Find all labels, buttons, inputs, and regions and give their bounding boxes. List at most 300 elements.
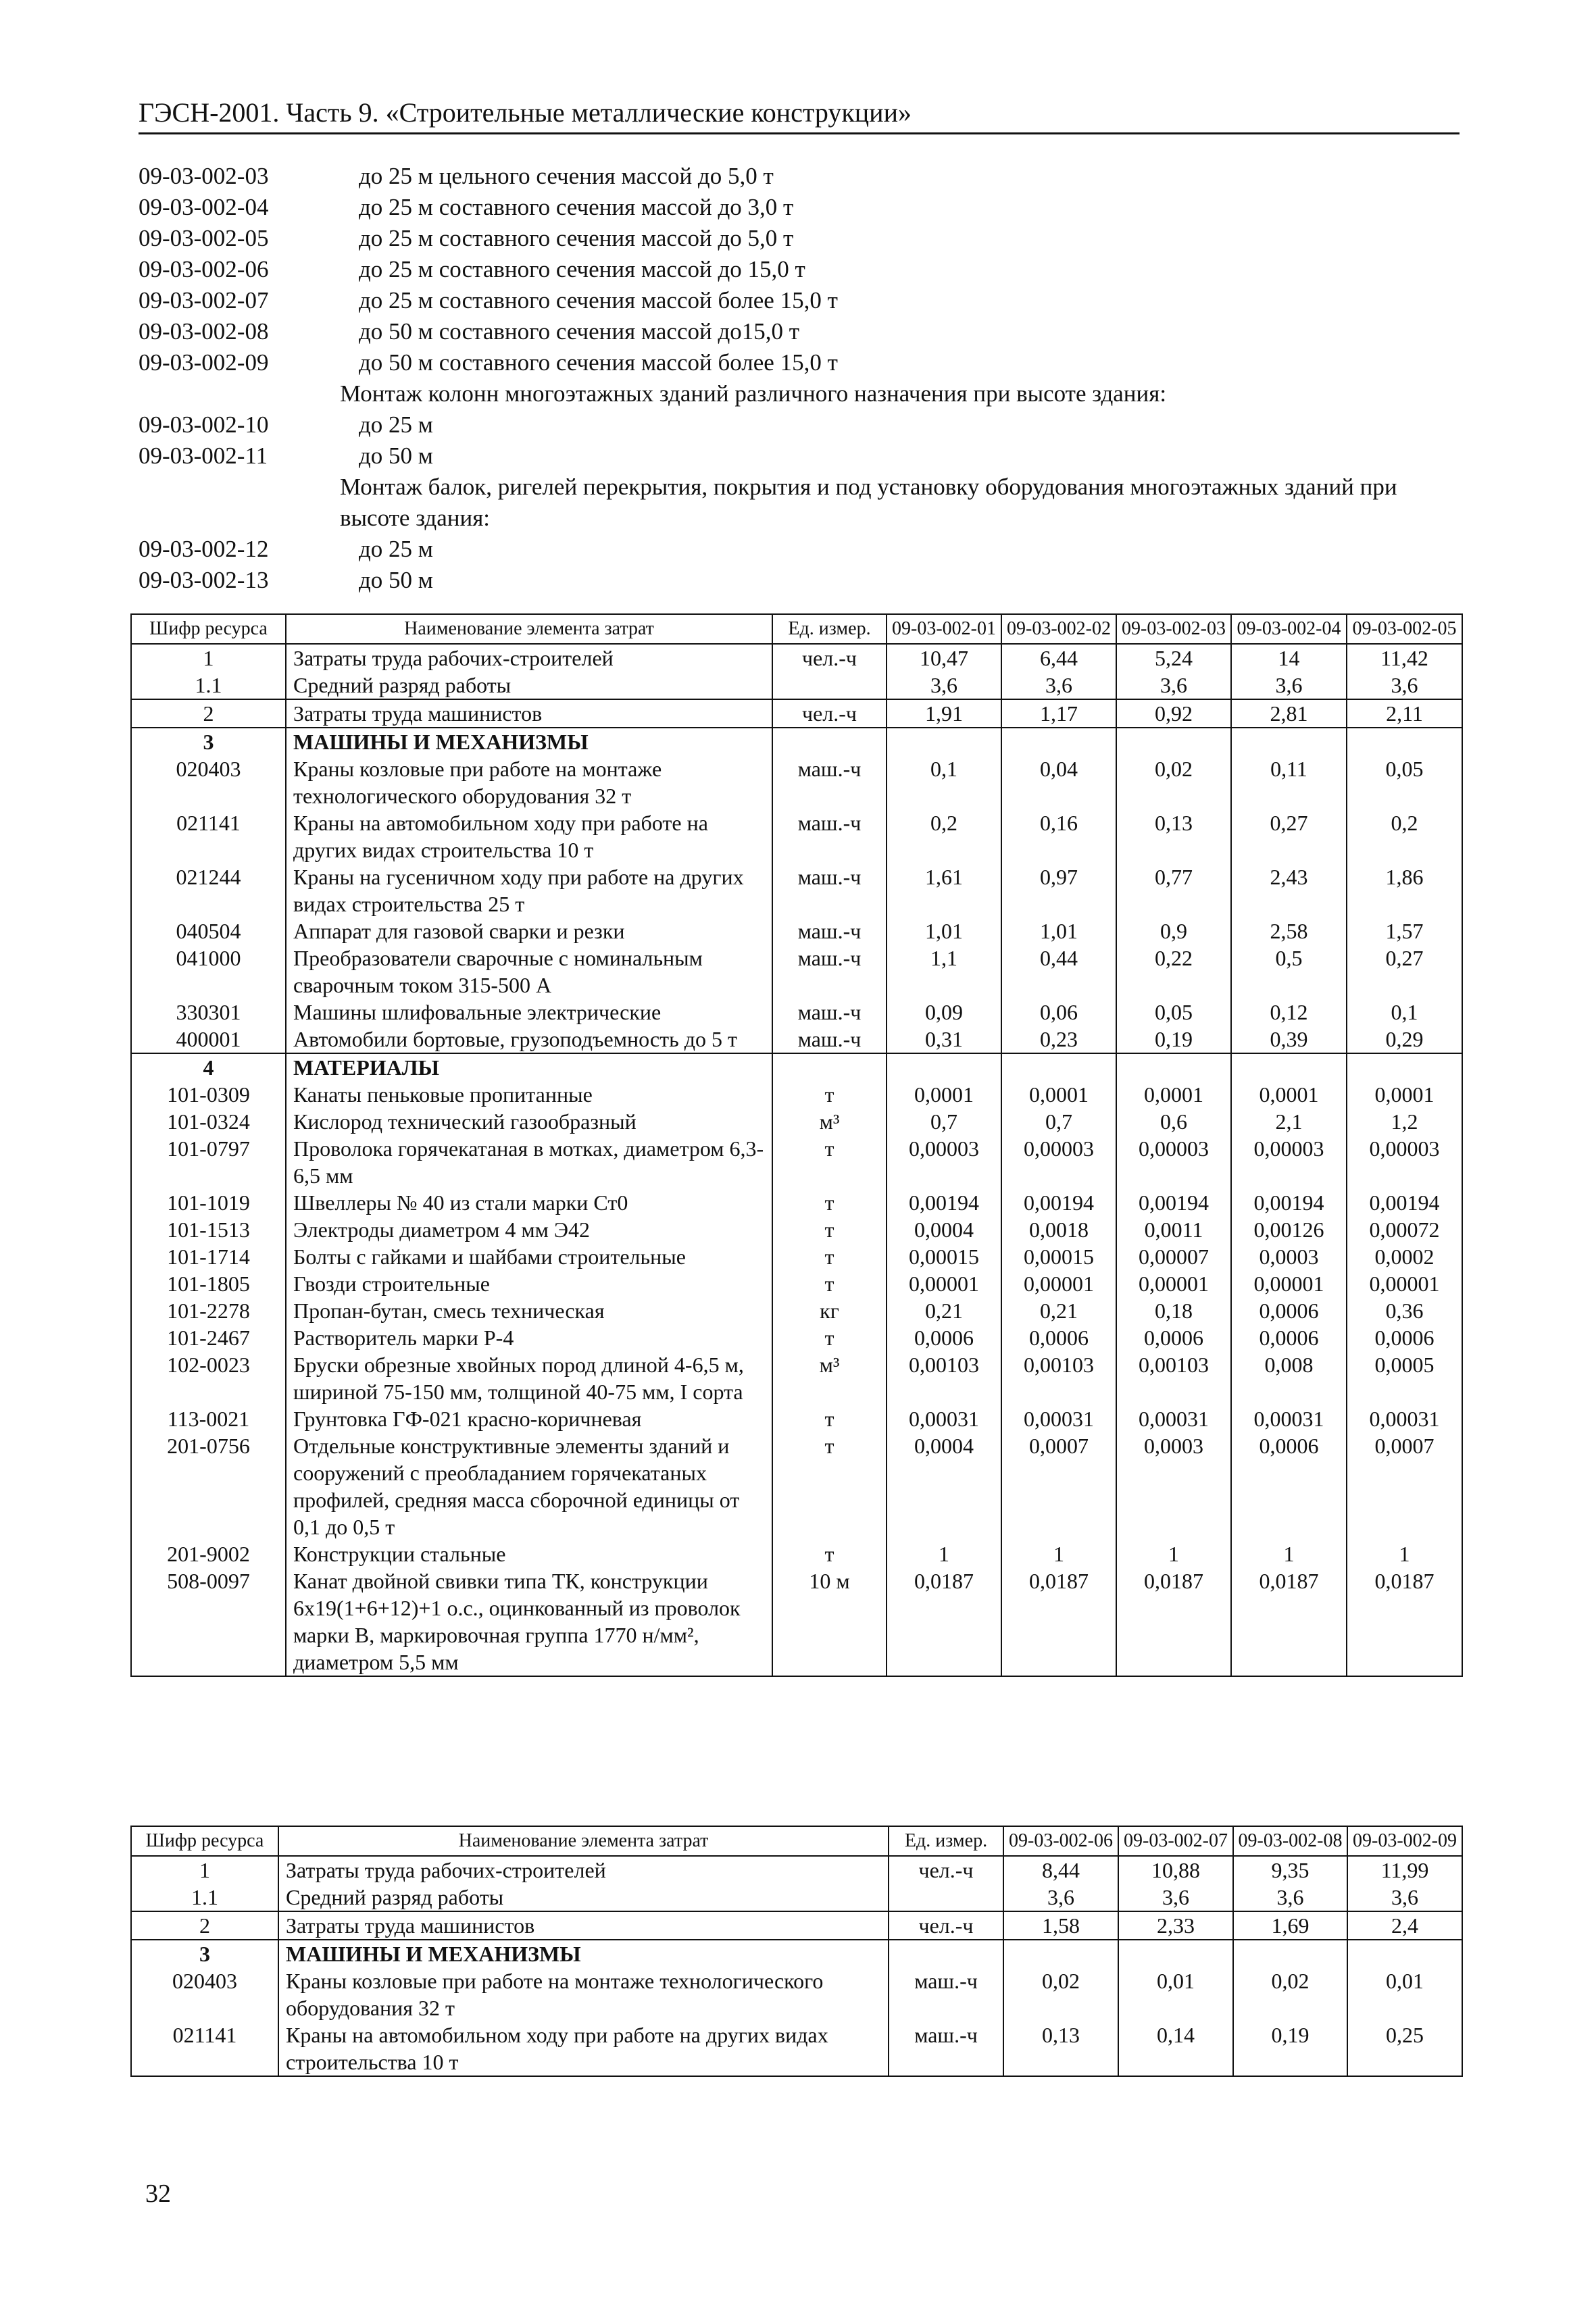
value-cell: 1 (1001, 1540, 1116, 1567)
value-cell: 3,6 (1003, 1884, 1118, 1911)
resource-code: 09-03-002-11 (139, 443, 268, 469)
unit-cell: 10 м (772, 1567, 887, 1676)
value-cell: 0,97 (1001, 863, 1116, 917)
resource-code-cell: 040504 (131, 917, 286, 945)
value-cell: 0,0001 (1001, 1081, 1116, 1108)
page-number: 32 (145, 2180, 171, 2208)
value-cell: 1,01 (887, 917, 1001, 945)
value-cell: 0,00003 (1231, 1135, 1347, 1189)
unit-cell: т (772, 1324, 887, 1351)
unit-cell: т (772, 1135, 887, 1189)
value-cell: 0,0002 (1347, 1243, 1462, 1270)
column-header: Наименование элемента затрат (278, 1826, 889, 1856)
table-row (131, 1405, 1462, 1432)
unit-cell: т (772, 1189, 887, 1216)
value-cell: 9,35 (1233, 1856, 1347, 1884)
value-cell: 2,81 (1231, 699, 1347, 728)
code-row (139, 192, 1463, 223)
unit-cell (889, 1884, 1003, 1911)
value-cell: 11,42 (1347, 644, 1462, 672)
unit-cell: маш.-ч (772, 945, 887, 999)
resource-code: 09-03-002-04 (139, 194, 269, 220)
value-cell: 0,008 (1231, 1351, 1347, 1405)
value-cell: 0,00015 (1001, 1243, 1116, 1270)
table-row (131, 945, 1462, 999)
column-header: Ед. измер. (772, 614, 887, 644)
value-cell: 0,01 (1347, 1967, 1462, 2021)
unit-cell: т (772, 1243, 887, 1270)
value-cell: 14 (1231, 644, 1347, 672)
table-row (131, 1297, 1462, 1324)
unit-cell: маш.-ч (772, 755, 887, 809)
unit-cell: маш.-ч (772, 999, 887, 1026)
table-row (131, 1967, 1462, 2021)
cost-name-cell: МАШИНЫ И МЕХАНИЗМЫ (286, 728, 772, 755)
cost-name-cell: Аппарат для газовой сварки и резки (286, 917, 772, 945)
resource-code-cell: 3 (131, 1940, 278, 1967)
code-description: до 50 м составного сечения массой более 15,0 т (359, 349, 838, 376)
resource-code: 09-03-002-06 (139, 256, 269, 282)
value-cell: 0,0001 (1116, 1081, 1231, 1108)
resource-code-cell: 020403 (131, 1967, 278, 2021)
code-row (139, 254, 1463, 285)
unit-cell (772, 728, 887, 755)
column-header: 09-03-002-02 (1001, 614, 1116, 644)
value-cell: 1,01 (1001, 917, 1116, 945)
value-cell: 0,0006 (1347, 1324, 1462, 1351)
value-cell: 6,44 (1001, 644, 1116, 672)
section-heading: Монтаж балок, ригелей перекрытия, покрытия и под установку оборудования многоэтажных зданий при высоте здания: (340, 474, 1397, 531)
resource-code-cell: 1 (131, 1856, 278, 1884)
resource-code: 09-03-002-07 (139, 287, 269, 313)
table-row (131, 863, 1462, 917)
value-cell (1347, 1940, 1462, 1967)
cost-name-cell: МАШИНЫ И МЕХАНИЗМЫ (278, 1940, 889, 1967)
cost-name-cell: Средний разряд работы (286, 672, 772, 699)
value-cell (1116, 1053, 1231, 1081)
cost-name-cell: Краны на автомобильном ходу при работе на других видах строительства 10 т (278, 2021, 889, 2076)
column-header: Шифр ресурса (131, 614, 286, 644)
resource-code-cell: 101-1019 (131, 1189, 286, 1216)
cost-name-cell: Проволока горячекатаная в мотках, диаметром 6,3-6,5 мм (286, 1135, 772, 1189)
resource-code-cell: 1.1 (131, 672, 286, 699)
value-cell: 0,0006 (1116, 1324, 1231, 1351)
value-cell: 1 (1116, 1540, 1231, 1567)
column-header: 09-03-002-05 (1347, 614, 1462, 644)
value-cell (1118, 1940, 1233, 1967)
value-cell (1231, 728, 1347, 755)
value-cell: 0,00015 (887, 1243, 1001, 1270)
value-cell: 8,44 (1003, 1856, 1118, 1884)
value-cell (1347, 728, 1462, 755)
value-cell: 0,0018 (1001, 1216, 1116, 1243)
value-cell: 1,1 (887, 945, 1001, 999)
value-cell: 0,00003 (887, 1135, 1001, 1189)
code-description: до 50 м (359, 443, 433, 469)
resource-code-cell: 102-0023 (131, 1351, 286, 1405)
value-cell: 0,25 (1347, 2021, 1462, 2076)
resource-code: 09-03-002-03 (139, 163, 269, 189)
value-cell: 0,77 (1116, 863, 1231, 917)
value-cell: 0,0007 (1001, 1432, 1116, 1540)
resource-code-cell: 2 (131, 699, 286, 728)
code-description: до 25 м составного сечения массой до 3,0 т (359, 194, 794, 220)
resource-code-cell: 4 (131, 1053, 286, 1081)
value-cell: 1,86 (1347, 863, 1462, 917)
value-cell: 0,05 (1347, 755, 1462, 809)
value-cell: 10,88 (1118, 1856, 1233, 1884)
value-cell: 0,1 (1347, 999, 1462, 1026)
code-description: до 50 м (359, 567, 433, 593)
value-cell: 0,27 (1231, 809, 1347, 863)
value-cell: 0,00103 (1116, 1351, 1231, 1405)
code-description: до 25 м цельного сечения массой до 5,0 т (359, 163, 774, 189)
cost-name-cell: Отдельные конструктивные элементы зданий и сооружений с преобладанием горячекатаных профилей, средняя масса сборочной единицы от 0,1 до 0,5 т (286, 1432, 772, 1540)
resource-code-cell: 1.1 (131, 1884, 278, 1911)
value-cell: 0,11 (1231, 755, 1347, 809)
value-cell: 0,00003 (1116, 1135, 1231, 1189)
unit-cell: чел.-ч (772, 644, 887, 672)
value-cell: 0,36 (1347, 1297, 1462, 1324)
value-cell: 11,99 (1347, 1856, 1462, 1884)
value-cell: 3,6 (1233, 1884, 1347, 1911)
value-cell: 3,6 (1116, 672, 1231, 699)
resource-code-cell: 330301 (131, 999, 286, 1026)
value-cell: 1,17 (1001, 699, 1116, 728)
value-cell: 2,4 (1347, 1911, 1462, 1940)
value-cell: 0,31 (887, 1026, 1001, 1053)
column-header: 09-03-002-01 (887, 614, 1001, 644)
resource-code-cell: 201-9002 (131, 1540, 286, 1567)
resource-code-cell: 101-1805 (131, 1270, 286, 1297)
unit-cell (772, 672, 887, 699)
code-description: до 50 м составного сечения массой до15,0 т (359, 318, 800, 345)
column-header: 09-03-002-04 (1231, 614, 1347, 644)
value-cell: 0,12 (1231, 999, 1347, 1026)
resource-code-cell: 113-0021 (131, 1405, 286, 1432)
value-cell: 0,00103 (1001, 1351, 1116, 1405)
value-cell: 0,13 (1116, 809, 1231, 863)
table-row (131, 809, 1462, 863)
value-cell: 3,6 (1231, 672, 1347, 699)
value-cell: 0,05 (1116, 999, 1231, 1026)
section-heading: Монтаж колонн многоэтажных зданий различного назначения при высоте здания: (340, 380, 1167, 407)
cost-name-cell: Преобразователи сварочные с номинальным сварочным током 315-500 А (286, 945, 772, 999)
value-cell: 0,00001 (1001, 1270, 1116, 1297)
value-cell: 0,02 (1233, 1967, 1347, 2021)
resource-code-cell: 400001 (131, 1026, 286, 1053)
value-cell: 0,00126 (1231, 1216, 1347, 1243)
value-cell: 0,00031 (1347, 1405, 1462, 1432)
code-row (139, 409, 1463, 441)
resource-code-cell: 101-2467 (131, 1324, 286, 1351)
table-row (131, 1026, 1462, 1053)
value-cell: 0,7 (887, 1108, 1001, 1135)
value-cell: 0,00194 (1116, 1189, 1231, 1216)
value-cell: 0,0006 (1231, 1297, 1347, 1324)
cost-name-cell: Электроды диаметром 4 мм Э42 (286, 1216, 772, 1243)
table-row (131, 1540, 1462, 1567)
value-cell: 0,00194 (1001, 1189, 1116, 1216)
value-cell: 0,19 (1116, 1026, 1231, 1053)
value-cell: 0,0003 (1116, 1432, 1231, 1540)
value-cell: 1,69 (1233, 1911, 1347, 1940)
value-cell: 0,02 (1116, 755, 1231, 809)
value-cell: 1 (887, 1540, 1001, 1567)
resource-code: 09-03-002-08 (139, 318, 269, 345)
column-header: Ед. измер. (889, 1826, 1003, 1856)
resource-code-cell: 021244 (131, 863, 286, 917)
cost-name-cell: Краны на гусеничном ходу при работе на других видах строительства 25 т (286, 863, 772, 917)
value-cell: 0,00003 (1001, 1135, 1116, 1189)
resource-code-cell: 021141 (131, 809, 286, 863)
unit-cell: маш.-ч (772, 917, 887, 945)
unit-cell: т (772, 1540, 887, 1567)
value-cell: 0,0187 (1347, 1567, 1462, 1676)
resource-code-cell: 021141 (131, 2021, 278, 2076)
code-row (139, 565, 1463, 596)
value-cell: 3,6 (1118, 1884, 1233, 1911)
unit-cell: чел.-ч (772, 699, 887, 728)
value-cell: 0,0001 (887, 1081, 1001, 1108)
value-cell: 0,7 (1001, 1108, 1116, 1135)
code-row (139, 441, 1463, 472)
unit-cell: м³ (772, 1351, 887, 1405)
value-cell: 0,27 (1347, 945, 1462, 999)
value-cell: 0,14 (1118, 2021, 1233, 2076)
value-cell: 0,18 (1116, 1297, 1231, 1324)
table-row (131, 1108, 1462, 1135)
cost-name-cell: Кислород технический газообразный (286, 1108, 772, 1135)
value-cell: 2,33 (1118, 1911, 1233, 1940)
value-cell: 0,0187 (887, 1567, 1001, 1676)
value-cell: 0,0004 (887, 1216, 1001, 1243)
unit-cell: т (772, 1405, 887, 1432)
table-row (131, 1216, 1462, 1243)
value-cell: 0,01 (1118, 1967, 1233, 2021)
code-list (139, 161, 1463, 596)
table-row (131, 1884, 1462, 1911)
value-cell: 0,0005 (1347, 1351, 1462, 1405)
table-row (131, 1567, 1462, 1676)
value-cell: 0,2 (887, 809, 1001, 863)
table-row (131, 1351, 1462, 1405)
value-cell (1233, 1940, 1347, 1967)
cost-name-cell: Бруски обрезные хвойных пород длиной 4-6,5 м, шириной 75-150 мм, толщиной 40-75 мм, I сорта (286, 1351, 772, 1405)
value-cell: 0,0006 (887, 1324, 1001, 1351)
cost-name-cell: МАТЕРИАЛЫ (286, 1053, 772, 1081)
resource-code-cell: 041000 (131, 945, 286, 999)
table-row (131, 1135, 1462, 1189)
value-cell: 0,00003 (1347, 1135, 1462, 1189)
cost-name-cell: Затраты труда рабочих-строителей (278, 1856, 889, 1884)
unit-cell: кг (772, 1297, 887, 1324)
table-row (131, 1243, 1462, 1270)
value-cell: 3,6 (887, 672, 1001, 699)
column-header: Шифр ресурса (131, 1826, 278, 1856)
value-cell: 0,0187 (1231, 1567, 1347, 1676)
page-header: ГЭСН-2001. Часть 9. «Строительные металлические конструкции» (139, 96, 1460, 134)
resources-table-2 (130, 1826, 1463, 2077)
table-row (131, 1324, 1462, 1351)
unit-cell: т (772, 1432, 887, 1540)
column-header: Наименование элемента затрат (286, 614, 772, 644)
unit-cell: м³ (772, 1108, 887, 1135)
value-cell: 0,0011 (1116, 1216, 1231, 1243)
code-row (139, 285, 1463, 316)
value-cell: 0,2 (1347, 809, 1462, 863)
value-cell: 1,2 (1347, 1108, 1462, 1135)
value-cell: 0,0003 (1231, 1243, 1347, 1270)
cost-name-cell: Затраты труда машинистов (278, 1911, 889, 1940)
table-row (131, 1432, 1462, 1540)
column-header: 09-03-002-06 (1003, 1826, 1118, 1856)
resource-code-cell: 020403 (131, 755, 286, 809)
value-cell: 1 (1347, 1540, 1462, 1567)
value-cell: 0,0007 (1347, 1432, 1462, 1540)
value-cell: 0,0006 (1231, 1324, 1347, 1351)
unit-cell: маш.-ч (889, 1967, 1003, 2021)
cost-name-cell: Гвозди строительные (286, 1270, 772, 1297)
unit-cell (772, 1053, 887, 1081)
resource-code: 09-03-002-13 (139, 567, 269, 593)
cost-name-cell: Швеллеры № 40 из стали марки Ст0 (286, 1189, 772, 1216)
column-header: 09-03-002-03 (1116, 614, 1231, 644)
resource-code-cell: 201-0756 (131, 1432, 286, 1540)
value-cell: 0,39 (1231, 1026, 1347, 1053)
table-row (131, 1189, 1462, 1216)
value-cell: 0,00031 (1116, 1405, 1231, 1432)
table-row (131, 1053, 1462, 1081)
value-cell: 0,04 (1001, 755, 1116, 809)
code-row (139, 161, 1463, 192)
value-cell: 0,06 (1001, 999, 1116, 1026)
value-cell: 0,00031 (1231, 1405, 1347, 1432)
cost-name-cell: Машины шлифовальные электрические (286, 999, 772, 1026)
resource-code-cell: 3 (131, 728, 286, 755)
value-cell: 1,58 (1003, 1911, 1118, 1940)
value-cell (1116, 728, 1231, 755)
value-cell: 0,00194 (887, 1189, 1001, 1216)
value-cell: 1 (1231, 1540, 1347, 1567)
cost-name-cell: Краны козловые при работе на монтаже технологического оборудования 32 т (278, 1967, 889, 2021)
value-cell: 0,5 (1231, 945, 1347, 999)
resource-code-cell: 101-1714 (131, 1243, 286, 1270)
table-row (131, 1081, 1462, 1108)
unit-cell: маш.-ч (772, 863, 887, 917)
cost-name-cell: Канат двойной свивки типа ТК, конструкции 6х19(1+6+12)+1 о.с., оцинкованный из проволок марки В, маркировочная группа 1770 н/мм², диаметром 5,5 мм (286, 1567, 772, 1676)
code-description: до 25 м (359, 411, 433, 438)
value-cell: 0,09 (887, 999, 1001, 1026)
value-cell: 0,00194 (1347, 1189, 1462, 1216)
resource-code-cell: 101-2278 (131, 1297, 286, 1324)
value-cell: 0,00001 (1347, 1270, 1462, 1297)
table-row (131, 1911, 1462, 1940)
value-cell: 0,0001 (1347, 1081, 1462, 1108)
unit-cell: т (772, 1270, 887, 1297)
resource-code-cell: 101-0309 (131, 1081, 286, 1108)
table-row (131, 2021, 1462, 2076)
value-cell: 0,1 (887, 755, 1001, 809)
cost-name-cell: Затраты труда рабочих-строителей (286, 644, 772, 672)
table-row (131, 728, 1462, 755)
value-cell: 2,1 (1231, 1108, 1347, 1135)
code-description: до 25 м составного сечения массой более 15,0 т (359, 287, 838, 313)
table-row (131, 1856, 1462, 1884)
unit-cell: чел.-ч (889, 1856, 1003, 1884)
unit-cell: маш.-ч (772, 1026, 887, 1053)
value-cell: 0,19 (1233, 2021, 1347, 2076)
resource-code: 09-03-002-12 (139, 536, 269, 562)
value-cell: 0,9 (1116, 917, 1231, 945)
cost-name-cell: Пропан-бутан, смесь техническая (286, 1297, 772, 1324)
resource-code-cell: 101-1513 (131, 1216, 286, 1243)
value-cell: 3,6 (1001, 672, 1116, 699)
value-cell: 1,57 (1347, 917, 1462, 945)
cost-name-cell: Автомобили бортовые, грузоподъемность до 5 т (286, 1026, 772, 1053)
value-cell: 0,0006 (1001, 1324, 1116, 1351)
value-cell: 0,22 (1116, 945, 1231, 999)
value-cell: 10,47 (887, 644, 1001, 672)
resource-code-cell: 101-0797 (131, 1135, 286, 1189)
column-header: 09-03-002-09 (1347, 1826, 1462, 1856)
value-cell: 0,0187 (1116, 1567, 1231, 1676)
table-row (131, 644, 1462, 672)
value-cell (887, 728, 1001, 755)
value-cell: 1,91 (887, 699, 1001, 728)
value-cell: 0,16 (1001, 809, 1116, 863)
column-header: 09-03-002-08 (1233, 1826, 1347, 1856)
value-cell: 0,0004 (887, 1432, 1001, 1540)
table-row (131, 755, 1462, 809)
table-row (131, 672, 1462, 699)
value-cell: 0,29 (1347, 1026, 1462, 1053)
resources-table-1 (130, 613, 1463, 1677)
cost-name-cell: Растворитель марки Р-4 (286, 1324, 772, 1351)
value-cell (1347, 1053, 1462, 1081)
resource-code-cell: 101-0324 (131, 1108, 286, 1135)
resource-code: 09-03-002-09 (139, 349, 269, 376)
unit-cell: т (772, 1216, 887, 1243)
value-cell: 0,0006 (1231, 1432, 1347, 1540)
value-cell: 0,00031 (887, 1405, 1001, 1432)
unit-cell: т (772, 1081, 887, 1108)
value-cell: 0,13 (1003, 2021, 1118, 2076)
resource-code: 09-03-002-05 (139, 225, 269, 251)
value-cell: 2,58 (1231, 917, 1347, 945)
value-cell (1003, 1940, 1118, 1967)
value-cell (1001, 728, 1116, 755)
value-cell: 0,00001 (1231, 1270, 1347, 1297)
code-description: до 25 м составного сечения массой до 15,0 т (359, 256, 805, 282)
value-cell: 0,21 (887, 1297, 1001, 1324)
value-cell: 0,6 (1116, 1108, 1231, 1135)
table-row (131, 1940, 1462, 1967)
section-heading-row (139, 378, 1463, 409)
table-row (131, 1270, 1462, 1297)
resource-code-cell: 1 (131, 644, 286, 672)
value-cell: 2,43 (1231, 863, 1347, 917)
code-row (139, 223, 1463, 254)
value-cell (1001, 1053, 1116, 1081)
value-cell: 1,61 (887, 863, 1001, 917)
code-description: до 25 м (359, 536, 433, 562)
cost-name-cell: Грунтовка ГФ-021 красно-коричневая (286, 1405, 772, 1432)
value-cell: 0,00072 (1347, 1216, 1462, 1243)
cost-name-cell: Средний разряд работы (278, 1884, 889, 1911)
cost-name-cell: Краны козловые при работе на монтаже технологического оборудования 32 т (286, 755, 772, 809)
unit-cell: маш.-ч (889, 2021, 1003, 2076)
